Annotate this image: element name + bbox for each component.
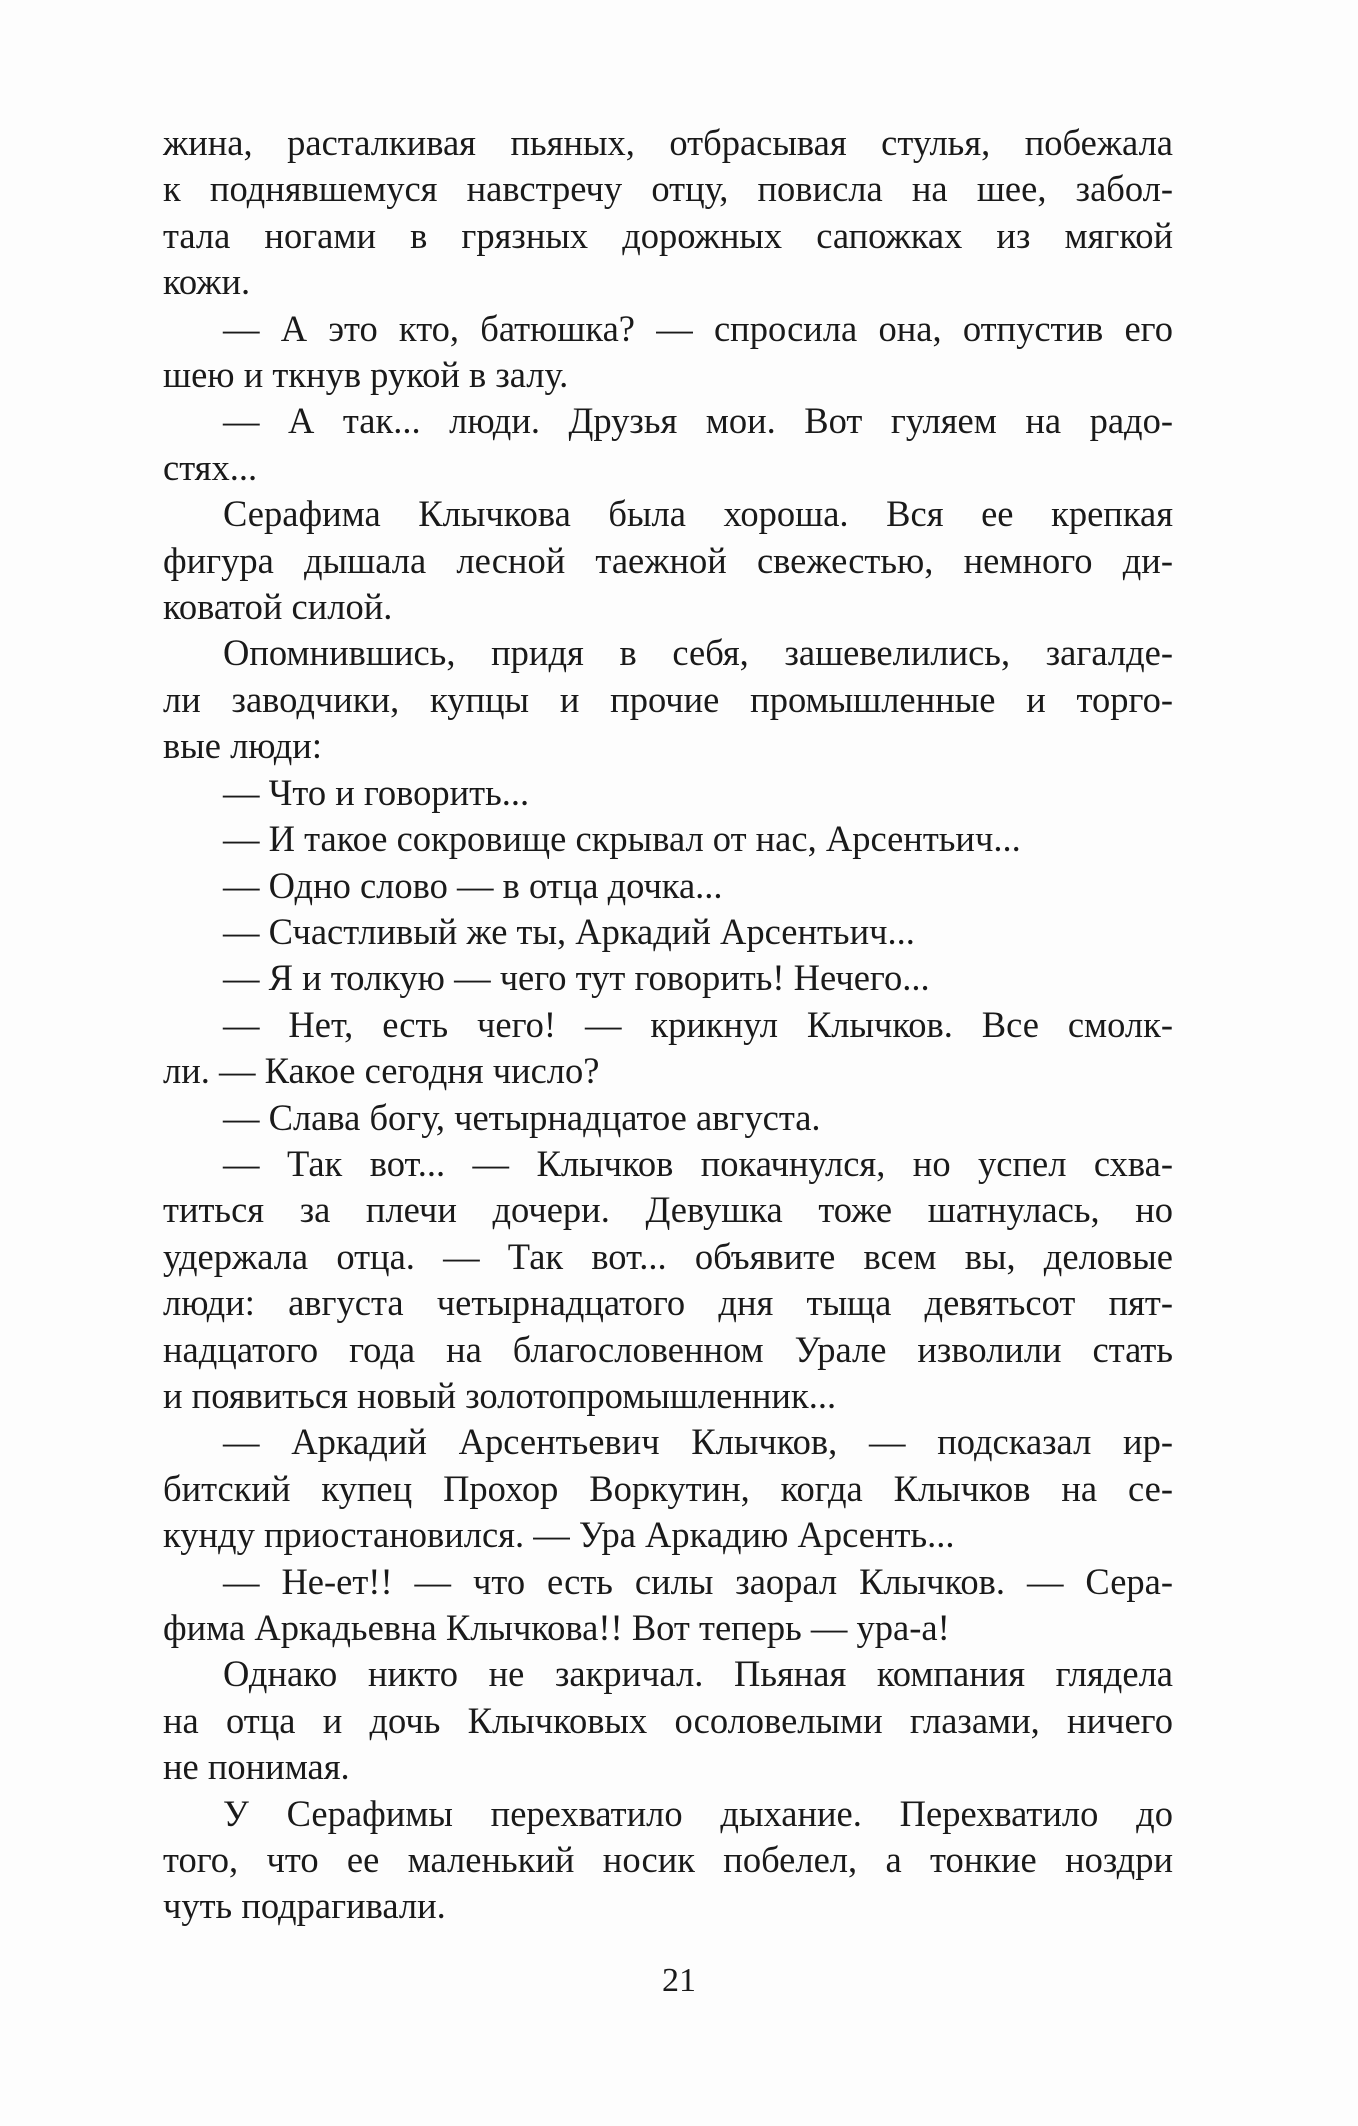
text-line: — Аркадий Арсентьевич Клычков, — подсказал ир- xyxy=(223,1421,1173,1463)
text-line: Серафима Клычкова была хороша. Вся ее крепкая xyxy=(223,493,1173,535)
text-line: Опомнившись, придя в себя, зашевелились, загалде- xyxy=(223,632,1173,674)
text-line: кожи. xyxy=(163,261,251,303)
text-line: к поднявшемуся навстречу отцу, повисла на шее, забол- xyxy=(163,168,1173,210)
text-line: кунду приостановился. — Ура Аркадию Арсенть... xyxy=(163,1514,955,1556)
text-line: вые люди: xyxy=(163,725,322,767)
paragraph xyxy=(163,955,1173,1001)
text-line: фима Аркадьевна Клычкова!! Вот теперь — ура-а! xyxy=(163,1607,950,1648)
paragraph xyxy=(163,120,1173,306)
paragraph xyxy=(163,1559,1173,1652)
text-line: — И такое сокровище скрывал от нас, Арсентьич... xyxy=(223,818,1021,860)
text-line: — Что и говорить... xyxy=(223,771,530,813)
text-line: жина, расталкивая пьяных, отбрасывая стулья, побежала xyxy=(163,122,1173,163)
text-line: чуть подрагивали. xyxy=(163,1885,446,1927)
text-line: — Счастливый же ты, Аркадий Арсентьич... xyxy=(223,910,915,952)
paragraph xyxy=(163,863,1173,909)
text-line: — Не-ет!! — что есть силы заорал Клычков. — Сера- xyxy=(223,1560,1173,1602)
text-line: — А так... люди. Друзья мои. Вот гуляем на радо- xyxy=(223,400,1173,442)
text-line: — Я и толкую — чего тут говорить! Нечего... xyxy=(223,957,930,999)
paragraph xyxy=(163,1002,1173,1095)
text-line: ли заводчики, купцы и прочие промышленные и торго- xyxy=(163,678,1173,720)
paragraph xyxy=(163,909,1173,955)
paragraph xyxy=(163,1095,1173,1141)
paragraph xyxy=(163,770,1173,816)
body-text xyxy=(163,120,1173,1930)
paragraph xyxy=(163,630,1173,769)
paragraph xyxy=(163,1141,1173,1419)
text-line: и появиться новый золотопромышленник... xyxy=(163,1374,837,1416)
paragraph xyxy=(163,306,1173,399)
text-line: У Серафимы перехватило дыхание. Перехватило до xyxy=(223,1792,1173,1834)
text-line: — Одно слово — в отца дочка... xyxy=(223,864,723,906)
text-line: — А это кто, батюшка? — спросила она, отпустив его xyxy=(223,307,1173,349)
text-line: коватой силой. xyxy=(163,586,393,628)
text-line: титься за плечи дочери. Девушка тоже шатнулась, но xyxy=(163,1189,1173,1231)
text-line: — Нет, есть чего! — крикнул Клычков. Все смолк- xyxy=(223,1003,1173,1045)
paragraph xyxy=(163,398,1173,491)
text-line: битский купец Прохор Воркутин, когда Клычков на се- xyxy=(163,1467,1173,1509)
text-line: ли. — Какое сегодня число? xyxy=(163,1050,600,1092)
page-number: 21 xyxy=(662,1962,696,1999)
text-line: не понимая. xyxy=(163,1746,350,1788)
paragraph xyxy=(163,1651,1173,1790)
text-line: тала ногами в грязных дорожных сапожках из мягкой xyxy=(163,214,1173,256)
text-line: на отца и дочь Клычковых осоловелыми глазами, ничего xyxy=(163,1699,1173,1741)
text-line: шею и ткнув рукой в залу. xyxy=(163,354,569,396)
text-line: люди: августа четырнадцатого дня тыща девятьсот пят- xyxy=(163,1282,1173,1324)
text-line: того, что ее маленький носик побелел, а тонкие ноздри xyxy=(163,1839,1173,1881)
paragraph xyxy=(163,1791,1173,1930)
text-line: — Слава богу, четырнадцатое августа. xyxy=(223,1096,821,1138)
text-line: Однако никто не закричал. Пьяная компания глядела xyxy=(223,1653,1173,1695)
paragraph xyxy=(163,491,1173,630)
text-line: стях... xyxy=(163,446,258,488)
text-line: — Так вот... — Клычков покачнулся, но успел схва- xyxy=(223,1142,1173,1184)
text-line: фигура дышала лесной таежной свежестью, немного ди- xyxy=(163,539,1173,581)
paragraph xyxy=(163,1419,1173,1558)
paragraph xyxy=(163,816,1173,862)
text-line: надцатого года на благословенном Урале изволили стать xyxy=(163,1328,1173,1370)
text-line: удержала отца. — Так вот... объявите всем вы, деловые xyxy=(163,1235,1173,1277)
